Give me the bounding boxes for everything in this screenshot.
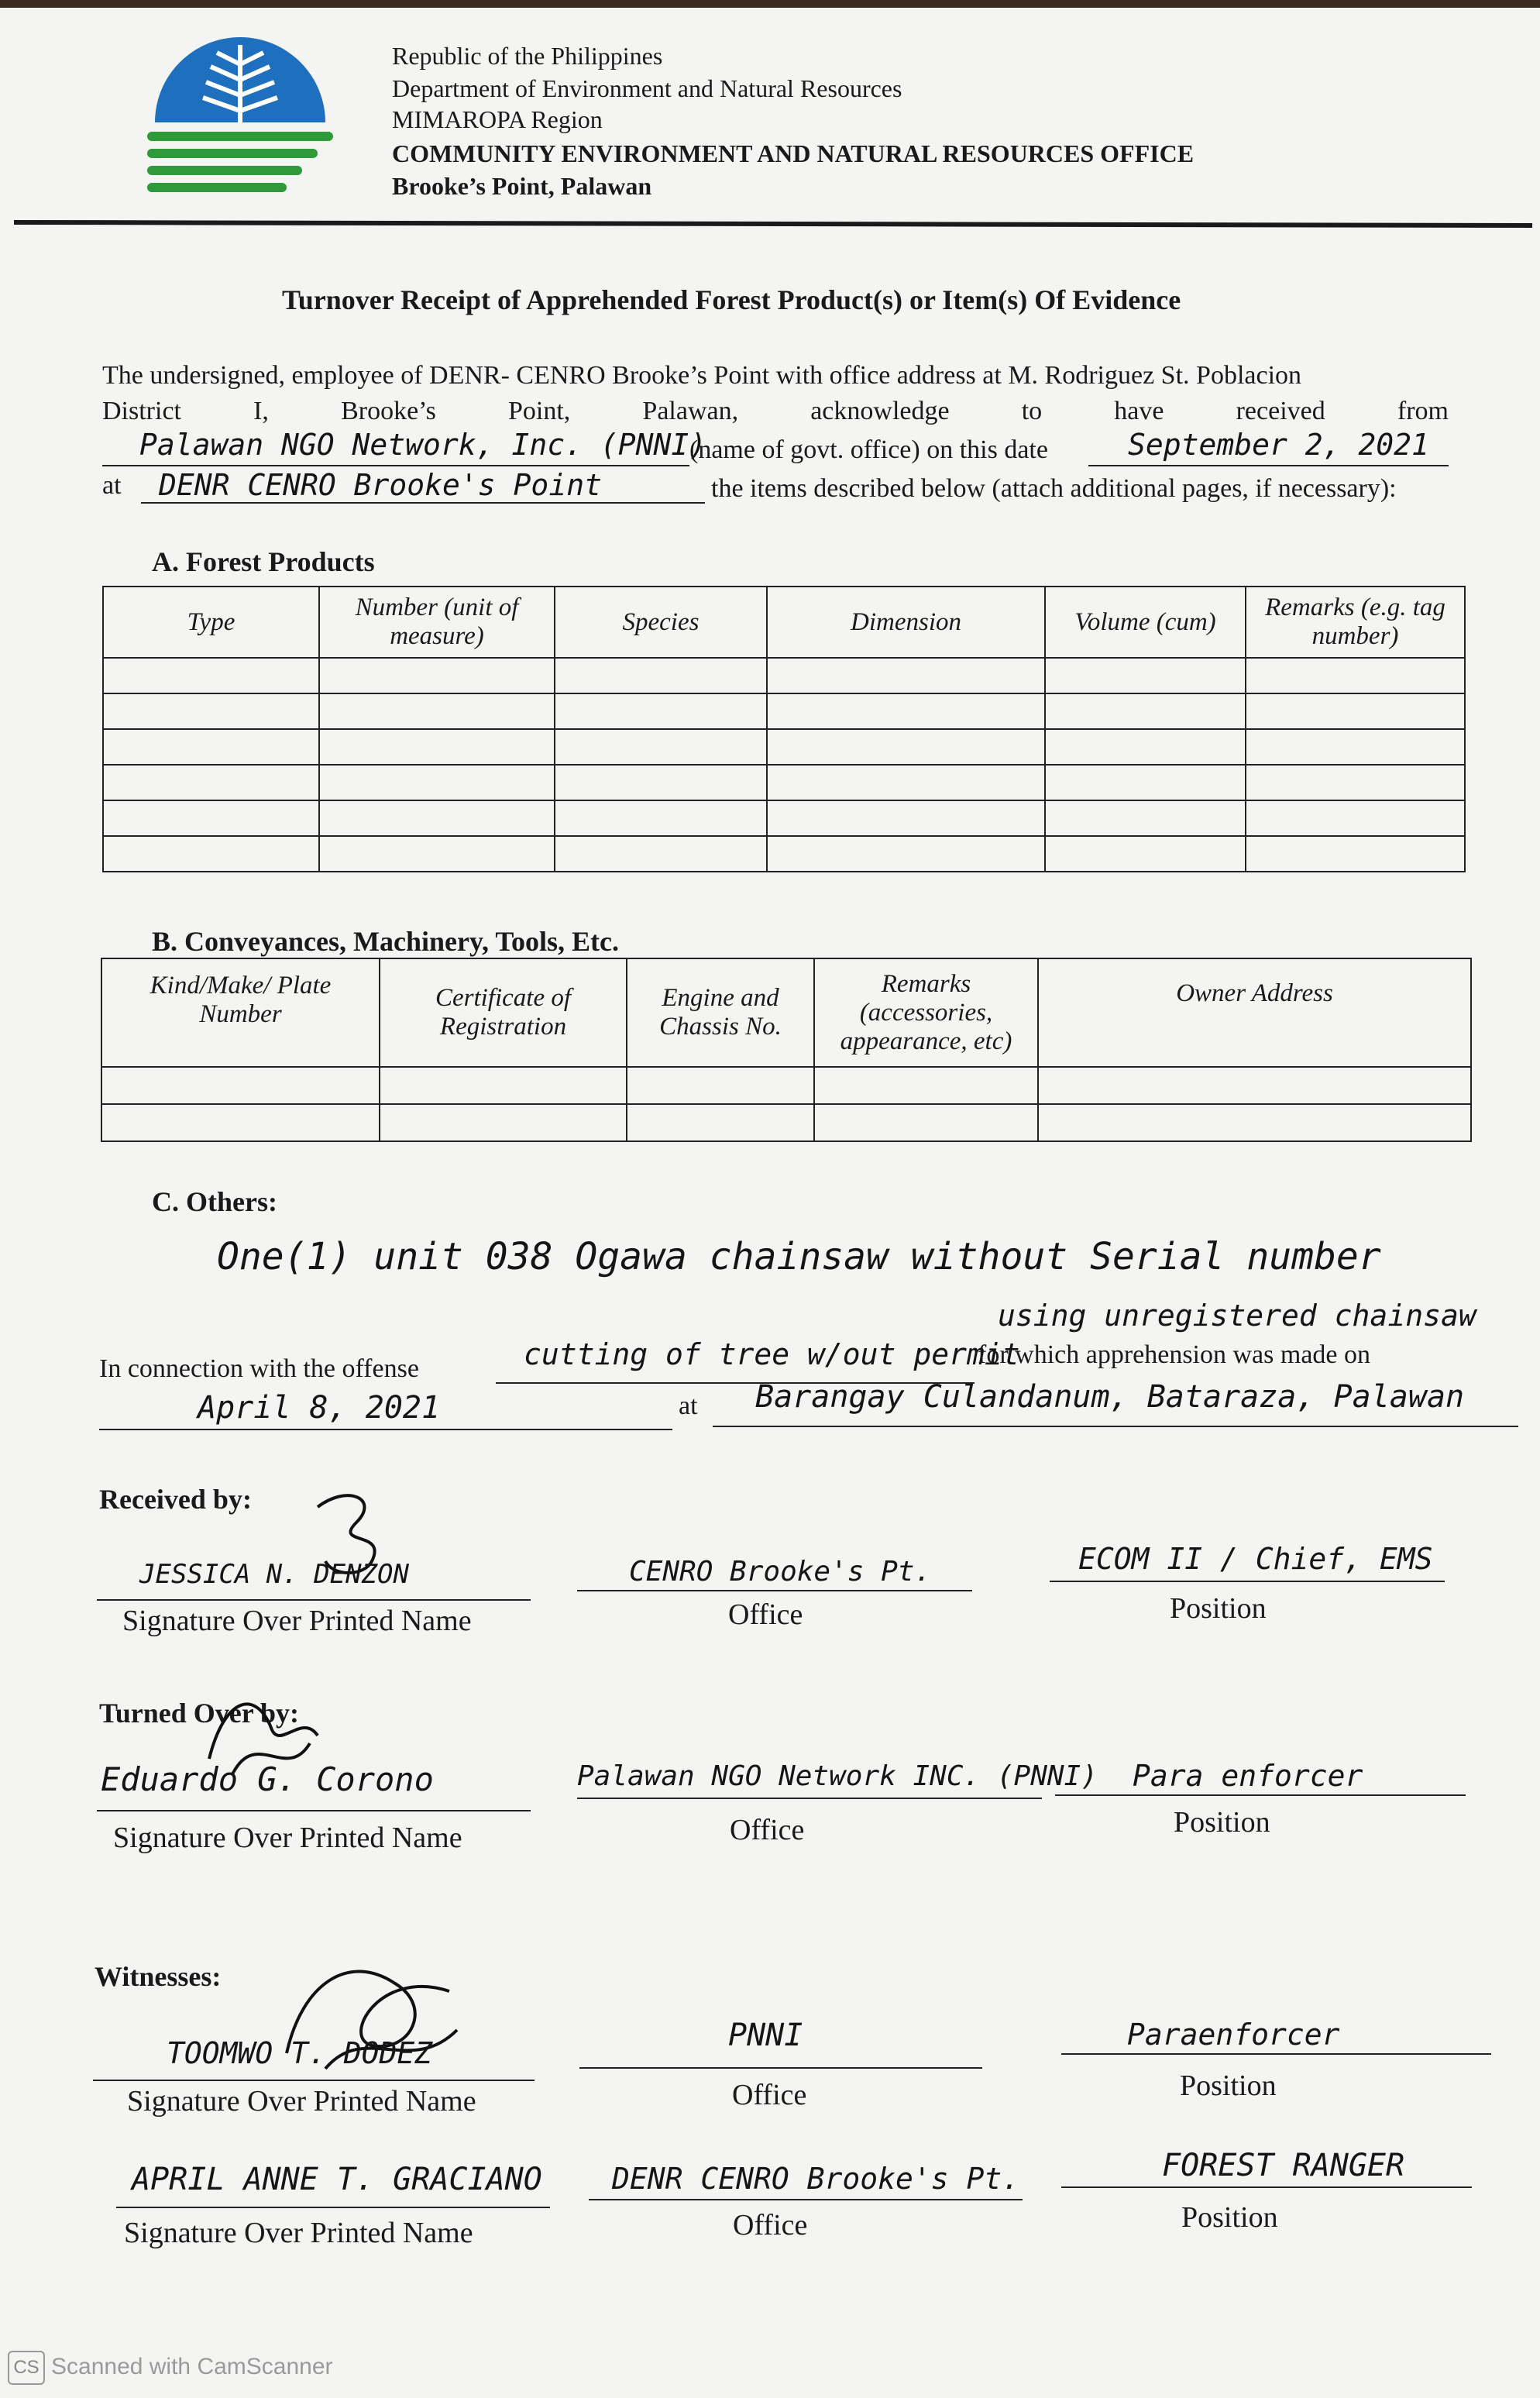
witness-1-office: PNNI — [728, 2018, 803, 2053]
receipt-date-value: September 2, 2021 — [1128, 428, 1429, 462]
received-from-underline — [102, 465, 689, 466]
turned-over-by-signature-label: Signature Over Printed Name — [113, 1822, 462, 1854]
table-cell[interactable] — [1045, 729, 1246, 765]
col-header: Certificate of Registration — [380, 958, 627, 1067]
turned-over-by-office-line — [577, 1798, 1042, 1799]
table-cell[interactable] — [1045, 836, 1246, 872]
header-region: MIMAROPA Region — [392, 105, 603, 133]
offense-label: In connection with the offense — [99, 1354, 419, 1383]
witness-2-office-label: Office — [733, 2209, 808, 2241]
turned-over-by-office-label: Office — [730, 1814, 805, 1846]
table-cell[interactable] — [1038, 1104, 1471, 1141]
table-cell[interactable] — [101, 1104, 380, 1141]
received-from-value: Palawan NGO Network, Inc. (PNNI) — [139, 428, 707, 462]
header-location: Brooke’s Point, Palawan — [392, 172, 652, 200]
table-cell[interactable] — [1246, 765, 1465, 800]
table-cell[interactable] — [767, 765, 1045, 800]
received-by-signature-label: Signature Over Printed Name — [122, 1605, 472, 1637]
col-header: Owner Address — [1038, 958, 1471, 1067]
receipt-place-underline — [141, 502, 705, 504]
others-value: One(1) unit 038 Ogawa chainsaw without Serial number — [217, 1235, 1381, 1278]
table-cell[interactable] — [555, 729, 767, 765]
table-cell[interactable] — [1045, 693, 1246, 729]
turned-over-by-position-label: Position — [1174, 1806, 1270, 1839]
apprehension-at-label: at — [679, 1392, 698, 1420]
table-cell[interactable] — [101, 1067, 380, 1104]
witness-1-office-line — [579, 2067, 982, 2069]
table-row — [103, 729, 1465, 765]
table-row — [103, 800, 1465, 836]
intro-word: have — [1114, 397, 1164, 425]
intro-word: Brooke’s — [341, 397, 436, 425]
col-header: Volume (cum) — [1045, 587, 1246, 658]
witness-1-position: Paraenforcer — [1127, 2018, 1340, 2052]
table-cell[interactable] — [1246, 800, 1465, 836]
witness-1-position-line — [1061, 2053, 1491, 2055]
items-described-label: the items described below (attach additional pages, if necessary): — [711, 474, 1397, 503]
table-row — [101, 1104, 1471, 1141]
offense-extra-value: using unregistered chainsaw — [998, 1299, 1476, 1333]
intro-word: from — [1397, 397, 1449, 425]
turned-over-by-office: Palawan NGO Network INC. (PNNI) — [577, 1760, 1098, 1792]
received-by-name-line — [97, 1599, 531, 1601]
witness-2-signature-label: Signature Over Printed Name — [124, 2217, 473, 2249]
section-a-heading: A. Forest Products — [152, 546, 375, 577]
col-header: Number (unit of measure) — [319, 587, 555, 658]
table-cell[interactable] — [1246, 658, 1465, 693]
received-by-office: CENRO Brooke's Pt. — [629, 1556, 932, 1588]
header-rule — [14, 220, 1532, 228]
govt-office-label: (name of govt. office) on this date — [689, 435, 1048, 464]
apprehension-date-underline — [99, 1429, 672, 1430]
table-cell[interactable] — [627, 1067, 814, 1104]
received-by-position: ECOM II / Chief, EMS — [1078, 1542, 1433, 1576]
table-row — [101, 1067, 1471, 1104]
witness-1-name-line — [93, 2080, 535, 2081]
table-cell[interactable] — [103, 693, 319, 729]
camscanner-watermark: Scanned with CamScanner — [51, 2354, 333, 2379]
received-by-heading: Received by: — [99, 1484, 252, 1515]
table-cell[interactable] — [319, 693, 555, 729]
table-cell[interactable] — [555, 658, 767, 693]
col-header: Type — [103, 587, 319, 658]
table-cell[interactable] — [767, 836, 1045, 872]
table-cell[interactable] — [103, 729, 319, 765]
camscanner-logo-text: CS — [13, 2357, 40, 2378]
apprehension-date-value: April 8, 2021 — [198, 1390, 441, 1426]
received-by-office-label: Office — [728, 1598, 803, 1631]
table-cell[interactable] — [555, 836, 767, 872]
table-cell[interactable] — [1045, 800, 1246, 836]
denr-logo — [139, 22, 341, 200]
table-cell[interactable] — [380, 1104, 627, 1141]
table-cell[interactable] — [319, 658, 555, 693]
turned-over-by-name-line — [97, 1810, 531, 1811]
header-department: Department of Environment and Natural Resources — [392, 74, 902, 102]
receipt-date-underline — [1088, 465, 1449, 466]
witness-1-name: TOOMWO T. DODEZ — [167, 2036, 433, 2070]
intro-line-1: The undersigned, employee of DENR- CENRO Brooke’s Point with office address at M. Rodriguez St. Poblacion — [102, 361, 1302, 390]
table-cell[interactable] — [1246, 729, 1465, 765]
table-cell[interactable] — [1045, 765, 1246, 800]
col-header: Dimension — [767, 587, 1045, 658]
witness-1-signature-label: Signature Over Printed Name — [127, 2085, 476, 2118]
table-cell[interactable] — [319, 836, 555, 872]
apprehension-label: for which apprehension was made on — [978, 1340, 1371, 1369]
table-cell[interactable] — [319, 765, 555, 800]
header-republic: Republic of the Philippines — [392, 42, 663, 70]
table-cell[interactable] — [1246, 836, 1465, 872]
turned-over-by-name: Eduardo G. Corono — [101, 1760, 434, 1798]
table-cell[interactable] — [767, 693, 1045, 729]
witness-2-position: FOREST RANGER — [1162, 2148, 1405, 2183]
intro-word: Palawan, — [642, 397, 739, 425]
table-cell[interactable] — [814, 1104, 1038, 1141]
turned-over-by-position-line — [1055, 1794, 1466, 1796]
receipt-place-value: DENR CENRO Brooke's Point — [159, 468, 602, 502]
turned-over-by-heading: Turned Over by: — [99, 1698, 300, 1729]
received-by-position-label: Position — [1170, 1592, 1267, 1625]
table-cell[interactable] — [319, 729, 555, 765]
table-cell[interactable] — [319, 800, 555, 836]
table-cell[interactable] — [103, 658, 319, 693]
witness-2-position-line — [1061, 2186, 1472, 2188]
witness-2-name-line — [116, 2207, 550, 2208]
table-row — [103, 836, 1465, 872]
table-cell[interactable] — [555, 765, 767, 800]
intro-word: District — [102, 397, 181, 425]
witness-2-position-label: Position — [1181, 2201, 1278, 2234]
table-cell[interactable] — [767, 729, 1045, 765]
turned-over-by-position: Para enforcer — [1133, 1759, 1363, 1793]
col-header: Remarks (accessories, appearance, etc) — [814, 958, 1038, 1067]
table-cell[interactable] — [814, 1067, 1038, 1104]
table-row — [103, 693, 1465, 729]
witness-1-position-label: Position — [1180, 2069, 1277, 2102]
intro-word: I, — [253, 397, 269, 425]
table-cell[interactable] — [103, 800, 319, 836]
table-cell[interactable] — [1038, 1067, 1471, 1104]
table-cell[interactable] — [767, 658, 1045, 693]
received-by-name: JESSICA N. DENZON — [139, 1559, 409, 1590]
conveyances-table — [101, 958, 1472, 1142]
intro-word: Point, — [507, 397, 571, 425]
witness-2-name: APRIL ANNE T. GRACIANO — [132, 2162, 542, 2197]
apprehension-place-value: Barangay Culandanum, Bataraza, Palawan — [755, 1379, 1465, 1415]
table-cell[interactable] — [103, 765, 319, 800]
intro-word: acknowledge — [810, 397, 950, 425]
table-cell[interactable] — [380, 1067, 627, 1104]
document-title: Turnover Receipt of Apprehended Forest Product(s) or Item(s) Of Evidence — [282, 284, 1181, 315]
forest-products-table — [102, 586, 1466, 872]
at-label: at — [102, 471, 122, 500]
col-header: Remarks (e.g. tag number) — [1246, 587, 1465, 658]
received-by-office-line — [577, 1590, 972, 1591]
table-row — [103, 765, 1465, 800]
col-header: Kind/Make/ Plate Number — [101, 958, 380, 1067]
camscanner-logo — [8, 2351, 45, 2385]
witness-2-office: DENR CENRO Brooke's Pt. — [612, 2162, 1020, 2196]
apprehension-place-underline — [713, 1426, 1518, 1427]
intro-word: received — [1236, 397, 1325, 425]
table-cell[interactable] — [1246, 693, 1465, 729]
witness-1-office-label: Office — [732, 2079, 807, 2111]
offense-value: cutting of tree w/out permit — [524, 1337, 1020, 1371]
section-c-heading: C. Others: — [152, 1186, 277, 1217]
col-header: Engine and Chassis No. — [627, 958, 814, 1067]
table-cell[interactable] — [1045, 658, 1246, 693]
witnesses-heading: Witnesses: — [95, 1961, 222, 1992]
section-b-heading: B. Conveyances, Machinery, Tools, Etc. — [152, 926, 620, 957]
intro-line-2 — [102, 397, 1449, 426]
top-edge — [0, 0, 1540, 8]
received-by-position-line — [1050, 1581, 1445, 1582]
col-header: Species — [555, 587, 767, 658]
table-cell[interactable] — [103, 836, 319, 872]
table-cell[interactable] — [627, 1104, 814, 1141]
table-cell[interactable] — [555, 693, 767, 729]
table-row — [103, 658, 1465, 693]
witness-2-office-line — [589, 2199, 1023, 2200]
header-office: COMMUNITY ENVIRONMENT AND NATURAL RESOURCES OFFICE — [392, 139, 1195, 167]
intro-word: to — [1021, 397, 1043, 425]
table-cell[interactable] — [555, 800, 767, 836]
table-cell[interactable] — [767, 800, 1045, 836]
